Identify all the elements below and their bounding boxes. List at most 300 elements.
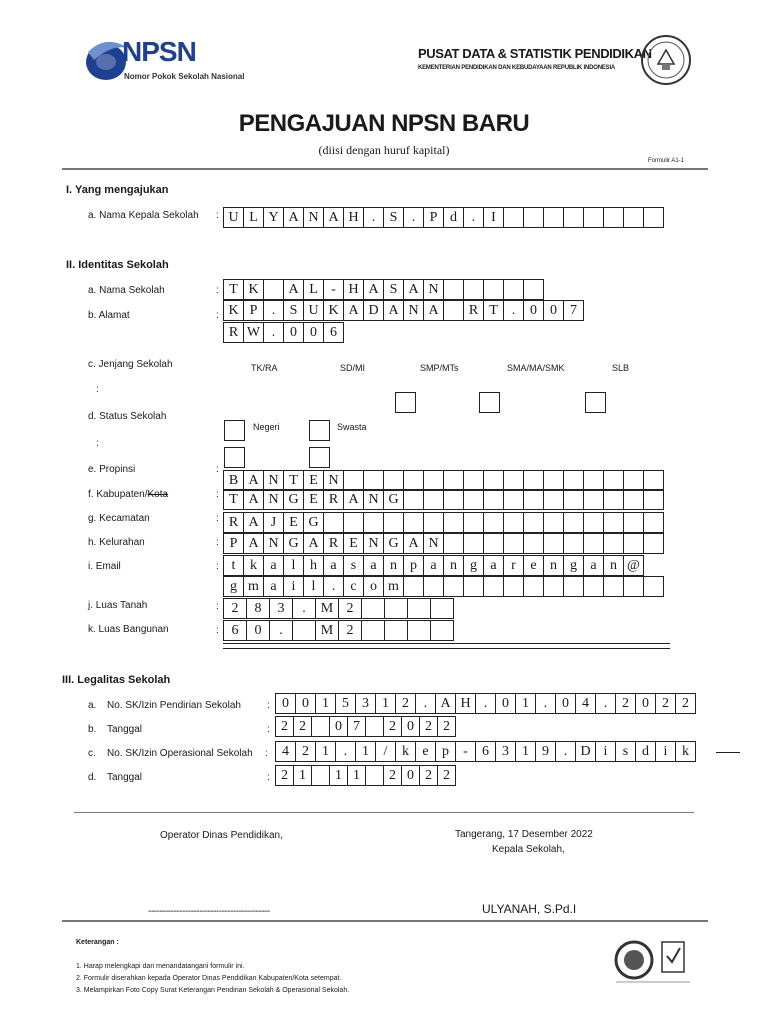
char-box[interactable]: K: [223, 300, 244, 321]
jenjang-checkbox-slb[interactable]: [585, 392, 606, 413]
char-box[interactable]: [543, 512, 564, 533]
char-box[interactable]: S: [283, 300, 304, 321]
char-box[interactable]: N: [363, 489, 384, 510]
char-box[interactable]: U: [223, 207, 244, 228]
char-box[interactable]: [483, 533, 504, 554]
char-box[interactable]: [523, 207, 544, 228]
char-box[interactable]: [430, 620, 454, 641]
char-box[interactable]: [430, 598, 454, 619]
char-box[interactable]: .: [595, 693, 616, 714]
char-box[interactable]: 1: [315, 693, 336, 714]
char-box[interactable]: A: [283, 207, 304, 228]
char-box[interactable]: 1: [315, 741, 336, 762]
char-box[interactable]: G: [383, 533, 404, 554]
char-box[interactable]: N: [263, 470, 284, 491]
char-box[interactable]: A: [383, 300, 404, 321]
char-box[interactable]: [483, 279, 504, 300]
char-box[interactable]: .: [555, 741, 576, 762]
char-box[interactable]: [643, 576, 664, 597]
char-box[interactable]: .: [403, 207, 424, 228]
char-box[interactable]: [523, 279, 544, 300]
char-box[interactable]: M: [315, 620, 339, 641]
char-box[interactable]: [443, 470, 464, 491]
char-box[interactable]: n: [383, 555, 404, 576]
char-box[interactable]: .: [269, 620, 293, 641]
char-box[interactable]: 1: [293, 765, 312, 786]
char-box[interactable]: r: [503, 555, 524, 576]
char-box[interactable]: [523, 533, 544, 554]
char-box[interactable]: [463, 279, 484, 300]
jenjang-checkbox-smpmts[interactable]: [395, 392, 416, 413]
tanggal-pendirian-label: Tanggal: [107, 724, 143, 735]
char-box[interactable]: K: [243, 279, 264, 300]
char-box[interactable]: .: [503, 300, 524, 321]
char-box[interactable]: E: [303, 470, 324, 491]
char-box[interactable]: [363, 470, 384, 491]
nama-sekolah-field[interactable]: [223, 279, 544, 300]
char-box[interactable]: m: [383, 576, 404, 597]
char-box[interactable]: [443, 576, 464, 597]
char-box[interactable]: [523, 470, 544, 491]
char-box[interactable]: [643, 512, 664, 533]
char-box[interactable]: S: [383, 279, 404, 300]
char-box[interactable]: .: [263, 300, 284, 321]
char-box[interactable]: [623, 533, 644, 554]
char-box[interactable]: I: [483, 207, 504, 228]
char-box[interactable]: D: [575, 741, 596, 762]
char-box[interactable]: 0: [246, 620, 270, 641]
char-box[interactable]: 0: [283, 322, 304, 343]
char-box[interactable]: [384, 598, 408, 619]
char-box[interactable]: B: [223, 470, 244, 491]
char-box[interactable]: @: [623, 555, 644, 576]
char-box[interactable]: e: [523, 555, 544, 576]
char-box[interactable]: p: [403, 555, 424, 576]
char-box[interactable]: s: [615, 741, 636, 762]
char-box[interactable]: [503, 576, 524, 597]
char-box[interactable]: [583, 576, 604, 597]
char-box[interactable]: [623, 470, 644, 491]
char-box[interactable]: [311, 765, 330, 786]
char-box[interactable]: E: [343, 533, 364, 554]
char-box[interactable]: 2: [338, 598, 362, 619]
char-box[interactable]: [463, 576, 484, 597]
char-box[interactable]: 0: [635, 693, 656, 714]
luas-tanah-field[interactable]: [223, 598, 454, 619]
char-box[interactable]: g: [463, 555, 484, 576]
char-box[interactable]: [583, 470, 604, 491]
char-box[interactable]: [583, 207, 604, 228]
char-box[interactable]: [403, 470, 424, 491]
char-box[interactable]: [323, 512, 344, 533]
char-box[interactable]: 6: [223, 620, 247, 641]
char-box[interactable]: [603, 470, 624, 491]
char-box[interactable]: 0: [401, 716, 420, 737]
char-box[interactable]: 2: [383, 716, 402, 737]
char-box[interactable]: R: [463, 300, 484, 321]
char-box[interactable]: a: [263, 576, 284, 597]
char-box[interactable]: a: [263, 555, 284, 576]
char-box[interactable]: a: [483, 555, 504, 576]
char-box[interactable]: [543, 470, 564, 491]
char-box[interactable]: .: [323, 576, 344, 597]
char-box[interactable]: [503, 470, 524, 491]
char-box[interactable]: 2: [437, 765, 456, 786]
char-box[interactable]: 2: [275, 765, 294, 786]
char-box[interactable]: [603, 207, 624, 228]
char-box[interactable]: [403, 512, 424, 533]
char-box[interactable]: [503, 533, 524, 554]
char-box[interactable]: i: [595, 741, 616, 762]
char-box[interactable]: [407, 598, 431, 619]
char-box[interactable]: [423, 576, 444, 597]
char-box[interactable]: .: [415, 693, 436, 714]
char-box[interactable]: N: [423, 533, 444, 554]
char-box[interactable]: [311, 716, 330, 737]
char-box[interactable]: Y: [263, 207, 284, 228]
char-box[interactable]: 2: [655, 693, 676, 714]
char-box[interactable]: 1: [355, 741, 376, 762]
char-box[interactable]: R: [223, 512, 244, 533]
char-box[interactable]: .: [535, 693, 556, 714]
char-box[interactable]: l: [283, 555, 304, 576]
char-box[interactable]: [543, 533, 564, 554]
char-box[interactable]: a: [423, 555, 444, 576]
char-box[interactable]: A: [243, 533, 264, 554]
char-box[interactable]: 1: [347, 765, 366, 786]
char-box[interactable]: [365, 765, 384, 786]
char-box[interactable]: d: [635, 741, 656, 762]
char-box[interactable]: 1: [515, 741, 536, 762]
char-box[interactable]: E: [283, 512, 304, 533]
char-box[interactable]: R: [323, 489, 344, 510]
char-box[interactable]: [443, 300, 464, 321]
char-box[interactable]: 3: [269, 598, 293, 619]
char-box[interactable]: G: [303, 512, 324, 533]
char-box[interactable]: [563, 533, 584, 554]
sk-pendirian-field[interactable]: [275, 693, 696, 714]
char-box[interactable]: [483, 512, 504, 533]
email-field-line2[interactable]: [223, 576, 664, 597]
char-box[interactable]: [603, 512, 624, 533]
char-box[interactable]: [443, 279, 464, 300]
char-box[interactable]: [383, 512, 404, 533]
char-box[interactable]: .: [463, 207, 484, 228]
tanggal-pendirian-field[interactable]: [275, 716, 456, 737]
char-box[interactable]: k: [675, 741, 696, 762]
char-box[interactable]: [643, 470, 664, 491]
char-box[interactable]: H: [343, 279, 364, 300]
char-box[interactable]: .: [475, 693, 496, 714]
char-box[interactable]: P: [423, 207, 444, 228]
char-box[interactable]: [483, 576, 504, 597]
char-box[interactable]: 2: [338, 620, 362, 641]
char-box[interactable]: [523, 489, 544, 510]
char-box[interactable]: 2: [615, 693, 636, 714]
char-box[interactable]: 0: [275, 693, 296, 714]
char-box[interactable]: g: [563, 555, 584, 576]
char-box[interactable]: W: [243, 322, 264, 343]
char-box[interactable]: .: [363, 207, 384, 228]
char-box[interactable]: [423, 512, 444, 533]
char-box[interactable]: [365, 716, 384, 737]
char-box[interactable]: K: [323, 300, 344, 321]
char-box[interactable]: g: [223, 576, 244, 597]
char-box[interactable]: J: [263, 512, 284, 533]
char-box[interactable]: [463, 489, 484, 510]
char-box[interactable]: [443, 489, 464, 510]
char-box[interactable]: [543, 207, 564, 228]
char-box[interactable]: [292, 620, 316, 641]
char-box[interactable]: 0: [295, 693, 316, 714]
char-box[interactable]: T: [283, 470, 304, 491]
alamat-field-line1[interactable]: [223, 300, 584, 321]
char-box[interactable]: 2: [419, 716, 438, 737]
char-box[interactable]: 4: [575, 693, 596, 714]
char-box[interactable]: [603, 576, 624, 597]
char-box[interactable]: G: [383, 489, 404, 510]
char-box[interactable]: c: [343, 576, 364, 597]
char-box[interactable]: A: [343, 489, 364, 510]
char-box[interactable]: t: [223, 555, 244, 576]
char-box[interactable]: -: [323, 279, 344, 300]
char-box[interactable]: A: [363, 279, 384, 300]
char-box[interactable]: N: [363, 533, 384, 554]
char-box[interactable]: k: [243, 555, 264, 576]
char-box[interactable]: [263, 279, 284, 300]
char-box[interactable]: D: [363, 300, 384, 321]
char-box[interactable]: p: [435, 741, 456, 762]
char-box[interactable]: 8: [246, 598, 270, 619]
char-box[interactable]: h: [303, 555, 324, 576]
char-box[interactable]: 2: [383, 765, 402, 786]
char-box[interactable]: a: [323, 555, 344, 576]
char-box[interactable]: n: [443, 555, 464, 576]
char-box[interactable]: 6: [475, 741, 496, 762]
char-box[interactable]: 0: [555, 693, 576, 714]
colon: :: [267, 772, 270, 783]
char-box[interactable]: [423, 489, 444, 510]
char-box[interactable]: A: [423, 300, 444, 321]
char-box[interactable]: n: [543, 555, 564, 576]
char-box[interactable]: [503, 489, 524, 510]
char-box[interactable]: [363, 512, 384, 533]
char-box[interactable]: G: [283, 533, 304, 554]
char-box[interactable]: d: [443, 207, 464, 228]
char-box[interactable]: [563, 470, 584, 491]
char-box[interactable]: [603, 489, 624, 510]
char-box[interactable]: [583, 533, 604, 554]
char-box[interactable]: [583, 489, 604, 510]
luas-bangunan-field[interactable]: [223, 620, 454, 641]
char-box[interactable]: R: [323, 533, 344, 554]
email-field-line1[interactable]: [223, 555, 644, 576]
char-box[interactable]: [623, 576, 644, 597]
char-box[interactable]: [403, 576, 424, 597]
char-box[interactable]: N: [303, 207, 324, 228]
alamat-field-line2[interactable]: [223, 322, 344, 343]
char-box[interactable]: 0: [523, 300, 544, 321]
char-box[interactable]: E: [303, 489, 324, 510]
char-box[interactable]: A: [283, 279, 304, 300]
char-box[interactable]: [623, 207, 644, 228]
char-box[interactable]: [523, 512, 544, 533]
char-box[interactable]: 7: [347, 716, 366, 737]
char-box[interactable]: 4: [275, 741, 296, 762]
char-box[interactable]: A: [303, 533, 324, 554]
char-box[interactable]: 2: [437, 716, 456, 737]
status-checkbox-swasta[interactable]: [309, 420, 330, 441]
char-box[interactable]: T: [223, 489, 244, 510]
char-box[interactable]: 9: [535, 741, 556, 762]
char-box[interactable]: U: [303, 300, 324, 321]
char-box[interactable]: A: [243, 512, 264, 533]
char-box[interactable]: [463, 470, 484, 491]
char-box[interactable]: n: [603, 555, 624, 576]
char-box[interactable]: [503, 279, 524, 300]
char-box[interactable]: [503, 207, 524, 228]
char-box[interactable]: [403, 489, 424, 510]
char-box[interactable]: [583, 512, 604, 533]
char-box[interactable]: H: [455, 693, 476, 714]
char-box[interactable]: [563, 489, 584, 510]
char-box[interactable]: -: [455, 741, 476, 762]
char-box[interactable]: A: [243, 470, 264, 491]
status-checkbox-negeri[interactable]: [224, 420, 245, 441]
kecamatan-field[interactable]: [223, 512, 664, 533]
char-box[interactable]: L: [303, 279, 324, 300]
char-box[interactable]: [563, 576, 584, 597]
char-box[interactable]: N: [263, 533, 284, 554]
char-box[interactable]: .: [263, 322, 284, 343]
char-box[interactable]: [643, 207, 664, 228]
char-box[interactable]: [343, 470, 364, 491]
char-box[interactable]: s: [343, 555, 364, 576]
char-box[interactable]: P: [243, 300, 264, 321]
char-box[interactable]: [603, 533, 624, 554]
char-box[interactable]: 0: [329, 716, 348, 737]
char-box[interactable]: 3: [495, 741, 516, 762]
char-box[interactable]: 0: [543, 300, 564, 321]
char-box[interactable]: L: [243, 207, 264, 228]
char-box[interactable]: 5: [335, 693, 356, 714]
char-box[interactable]: k: [395, 741, 416, 762]
char-box[interactable]: T: [483, 300, 504, 321]
char-box[interactable]: 6: [323, 322, 344, 343]
char-box[interactable]: [423, 470, 444, 491]
char-box[interactable]: N: [323, 470, 344, 491]
char-box[interactable]: i: [655, 741, 676, 762]
char-box[interactable]: A: [403, 279, 424, 300]
char-box[interactable]: 0: [303, 322, 324, 343]
char-box[interactable]: /: [375, 741, 396, 762]
propinsi-field[interactable]: [223, 470, 664, 491]
char-box[interactable]: 1: [375, 693, 396, 714]
char-box[interactable]: [483, 470, 504, 491]
char-box[interactable]: a: [583, 555, 604, 576]
char-box[interactable]: N: [423, 279, 444, 300]
char-box[interactable]: A: [403, 533, 424, 554]
char-box[interactable]: N: [263, 489, 284, 510]
char-box[interactable]: 2: [395, 693, 416, 714]
char-box[interactable]: e: [415, 741, 436, 762]
char-box[interactable]: .: [335, 741, 356, 762]
char-box[interactable]: A: [243, 489, 264, 510]
char-box[interactable]: [383, 470, 404, 491]
char-box[interactable]: i: [283, 576, 304, 597]
char-box[interactable]: [503, 512, 524, 533]
char-box[interactable]: R: [223, 322, 244, 343]
char-box[interactable]: 0: [495, 693, 516, 714]
char-box[interactable]: [563, 512, 584, 533]
char-box[interactable]: N: [403, 300, 424, 321]
char-box[interactable]: [384, 620, 408, 641]
char-box[interactable]: [443, 533, 464, 554]
char-box[interactable]: [643, 533, 664, 554]
char-box[interactable]: M: [315, 598, 339, 619]
char-box[interactable]: .: [292, 598, 316, 619]
char-box[interactable]: 7: [563, 300, 584, 321]
char-box[interactable]: [623, 489, 644, 510]
char-box[interactable]: [483, 489, 504, 510]
char-box[interactable]: G: [283, 489, 304, 510]
char-box[interactable]: S: [383, 207, 404, 228]
char-box[interactable]: [643, 489, 664, 510]
char-box[interactable]: P: [223, 533, 244, 554]
char-box[interactable]: [543, 576, 564, 597]
char-box[interactable]: [361, 620, 385, 641]
char-box[interactable]: 3: [355, 693, 376, 714]
char-box[interactable]: 2: [223, 598, 247, 619]
char-box[interactable]: 2: [293, 716, 312, 737]
status-checkbox-blank-1[interactable]: [224, 447, 245, 468]
char-box[interactable]: o: [363, 576, 384, 597]
char-box[interactable]: a: [363, 555, 384, 576]
nama-kepala-sekolah-field[interactable]: [223, 207, 664, 228]
kelurahan-field[interactable]: [223, 533, 664, 554]
char-box[interactable]: [563, 207, 584, 228]
status-checkbox-blank-2[interactable]: [309, 447, 330, 468]
char-box[interactable]: 2: [295, 741, 316, 762]
char-box[interactable]: A: [323, 207, 344, 228]
char-box[interactable]: [361, 598, 385, 619]
char-box[interactable]: H: [343, 207, 364, 228]
tanggal-operasional-field[interactable]: [275, 765, 456, 786]
char-box[interactable]: [623, 512, 644, 533]
char-box[interactable]: 2: [419, 765, 438, 786]
char-box[interactable]: [463, 512, 484, 533]
char-box[interactable]: T: [223, 279, 244, 300]
char-box[interactable]: [523, 576, 544, 597]
char-box[interactable]: 1: [515, 693, 536, 714]
char-box[interactable]: [443, 512, 464, 533]
char-box[interactable]: m: [243, 576, 264, 597]
sk-operasional-field[interactable]: [275, 741, 696, 762]
kabupaten-field[interactable]: [223, 489, 664, 510]
char-box[interactable]: A: [435, 693, 456, 714]
char-box[interactable]: [343, 512, 364, 533]
char-box[interactable]: 0: [401, 765, 420, 786]
char-box[interactable]: l: [303, 576, 324, 597]
jenjang-checkbox-smamasmk[interactable]: [479, 392, 500, 413]
char-box[interactable]: 2: [275, 716, 294, 737]
char-box[interactable]: [463, 533, 484, 554]
char-box[interactable]: A: [343, 300, 364, 321]
char-box[interactable]: [543, 489, 564, 510]
char-box[interactable]: 1: [329, 765, 348, 786]
char-box[interactable]: 2: [675, 693, 696, 714]
char-box[interactable]: [407, 620, 431, 641]
